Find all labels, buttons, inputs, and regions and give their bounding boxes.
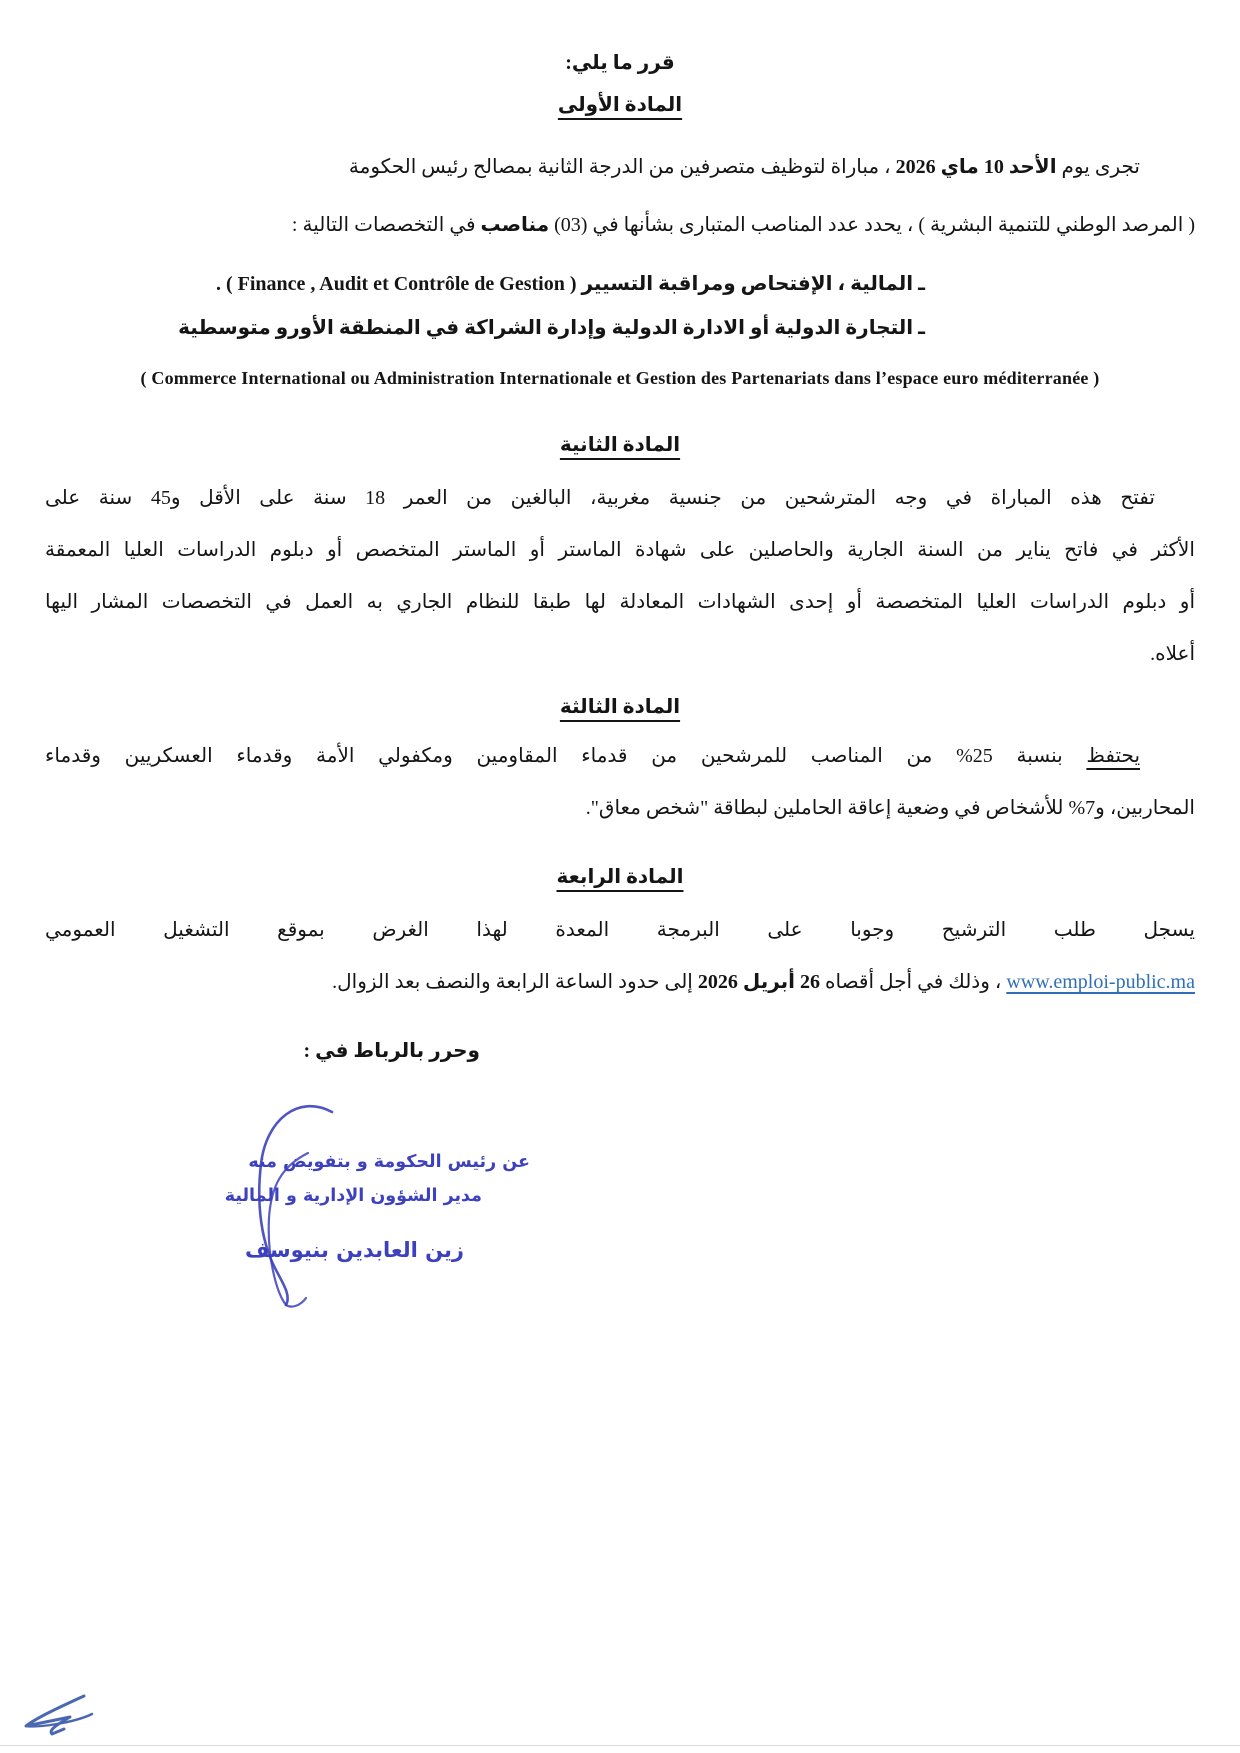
article-3-line-1-rest: بنسبة 25% من المناصب للمرشحين من قدماء المقاومين ومكفولي الأمة وقدماء العسكريين وقدماء [45,745,1087,767]
stamp-line-title: مدير الشؤون الإدارية و المالية [224,1186,482,1206]
signature-paraph-icon [18,1686,102,1742]
article-3-body [45,730,1195,834]
article-1-heading-text: المادة الأولى [557,94,683,116]
exam-date-text: الأحد 10 ماي 2026 [895,156,1057,178]
article-1-heading [45,92,1195,118]
article-3-heading-text: المادة الثالثة [559,696,681,718]
article-4-heading [45,864,1195,890]
article-1-date-paragraph [45,148,1195,186]
article-4-line-1: يسجل طلب الترشيح وجوبا على البرمجة المعدة لهذا الغرض بموقع التشغيل العمومي [45,919,1195,941]
article-2-heading [45,432,1195,458]
page-bottom-scan-line [0,1745,1240,1746]
article-4-body [45,904,1195,1008]
article-2-body [45,472,1195,680]
date-paragraph-post: ، مباراة لتوظيف متصرفين من الدرجة الثانية بمصالح رئيس الحكومة [348,156,896,178]
positions-count-word: مناصب [480,214,550,236]
article-3-line-1 [45,730,1195,782]
positions-paragraph-pre: ( المرصد الوطني للتنمية البشرية ) ، يحدد عدد المناصب المتبارى بشأنها في (03) [549,214,1195,236]
article-3-line-2: المحاربين، و7% للأشخاص في وضعية إعاقة الحاملين لبطاقة "شخص معاق". [585,797,1195,819]
article-2-heading-text: المادة الثانية [559,434,681,456]
emploi-public-link[interactable]: www.emploi-public.ma [1006,971,1195,993]
reserved-quota-word: يحتفظ [1086,745,1141,767]
article-2-line-1: تفتح هذه المباراة في وجه المترشحين من جنسية مغربية، البالغين من العمر 18 سنة على الأقل و45 سنة على [45,487,1155,509]
specialty-item-commerce: ـ التجارة الدولية أو الادارة الدولية وإدارة الشراكة في المنطقة الأورو متوسطية [178,317,925,339]
article-3-heading [45,694,1195,720]
stamp-signatory-name: زين العابدين بنيوسف [245,1238,464,1262]
positions-paragraph-post: في التخصصات التالية : [291,214,481,236]
specialty-french-caption: ( Commerce International ou Administration Internationale et Gestion des Partenariats dans l’espace euro méditerranée ) [140,368,1100,388]
deadline-pre-text: ، وذلك في أجل أقصاه [820,971,1007,993]
article-4-heading-text: المادة الرابعة [556,866,684,888]
article-2-line-4: أعلاه. [1150,643,1195,665]
decree-intro: قرر ما يلي: [565,52,675,74]
handwritten-signature-swirl-icon [228,1098,358,1313]
specialties-list [45,262,925,350]
article-1-positions-paragraph [45,206,1195,244]
deadline-post-text: إلى حدود الساعة الرابعة والنصف بعد الزوال. [332,971,698,993]
article-2-line-2: الأكثر في فاتح يناير من السنة الجارية والحاصلين على شهادة الماستر أو الماستر المتخصص أو دبلوم الدراسات العليا المعمقة [45,539,1195,561]
article-2-line-3: أو دبلوم الدراسات العليا المتخصصة أو إحدى الشهادات المعادلة لها طبقا للنظام الجاري به العمل في التخصصات المشار اليها [45,591,1195,613]
stamp-line-delegation: عن رئيس الحكومة و بتفويض منه [248,1152,530,1172]
specialty-item-finance: ـ المالية ، الإفتحاص ومراقبة التسيير ( Finance , Audit et Contrôle de Gestion ) . [215,273,925,295]
closing-statement: وحرر بالرباط في : [303,1040,480,1062]
article-4-line-2 [45,956,1195,1008]
date-paragraph-pre: تجرى يوم [1056,156,1140,178]
deadline-date-text: 26 أبريل 2026 [697,971,821,993]
